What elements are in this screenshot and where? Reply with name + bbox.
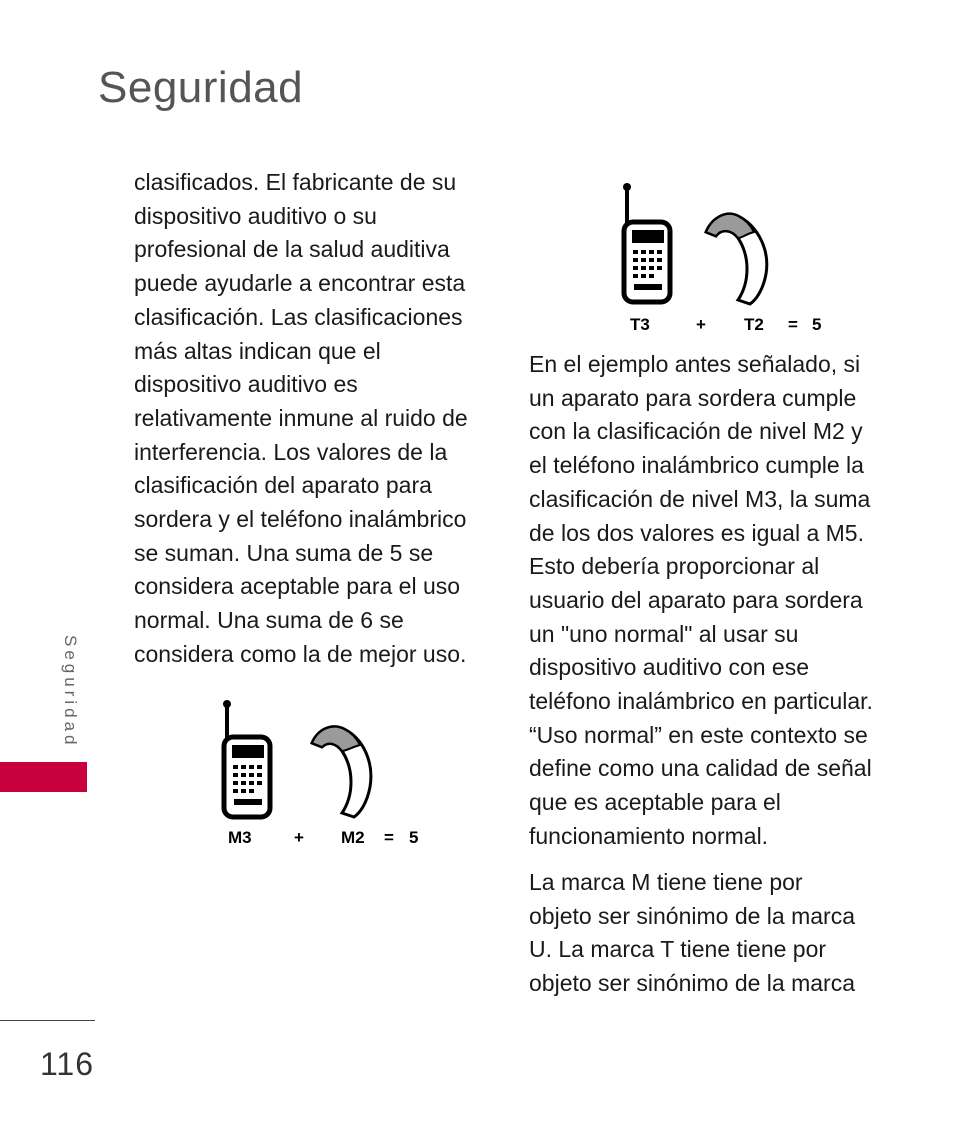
- text-line: se suman. Una suma de 5 se: [134, 539, 434, 566]
- t-sum-value: 5: [812, 315, 822, 334]
- text-line: objeto ser sinónimo de la marca: [529, 902, 855, 929]
- text-line: un aparato para sordera cumple: [529, 384, 857, 411]
- text-line: un "uno normal" al usar su: [529, 620, 799, 647]
- text-line: con la clasificación de nivel M2 y: [529, 418, 863, 445]
- m-sum-value: 5: [409, 828, 419, 847]
- text-line: La marca M tiene tiene por: [529, 869, 803, 895]
- page-title: Seguridad: [98, 63, 304, 112]
- text-line: dispositivo auditivo o su: [134, 202, 377, 229]
- text-line: dispositivo auditivo con ese: [529, 654, 809, 681]
- text-line: relativamente inmune al ruido de: [134, 404, 468, 431]
- right-column-paragraph-1: [529, 348, 889, 854]
- text-line: considera como la de mejor uso.: [134, 640, 467, 667]
- text-line: teléfono inalámbrico en particular.: [529, 688, 873, 715]
- text-line: sordera y el teléfono inalámbrico: [134, 506, 467, 533]
- text-line: considera aceptable para el uso: [134, 573, 461, 600]
- right-column-paragraph-2: [529, 866, 889, 1001]
- phone-icon: [623, 183, 670, 302]
- m-rating-figure: [214, 695, 434, 853]
- text-line: Esto debería proporcionar al: [529, 553, 820, 580]
- m-plus-sign: +: [294, 828, 304, 847]
- left-column-text: [134, 166, 484, 672]
- t-aid-label: T2: [744, 315, 764, 334]
- text-line: más altas indican que el: [134, 337, 381, 364]
- text-line: que es aceptable para el: [529, 789, 781, 816]
- text-line: En el ejemplo antes señalado, si: [529, 351, 861, 377]
- text-line: el teléfono inalámbrico cumple la: [529, 452, 864, 479]
- side-tab-accent-bar: [0, 762, 87, 792]
- text-line: define como una calidad de señal: [529, 755, 872, 782]
- text-line: clasificación del aparato para: [134, 472, 432, 499]
- text-line: clasificación de nivel M3, la suma: [529, 485, 871, 512]
- text-line: puede ayudarle a encontrar esta: [134, 270, 466, 297]
- side-tab-label: Seguridad: [61, 635, 80, 749]
- m-aid-label: M2: [341, 828, 365, 847]
- text-line: objeto ser sinónimo de la marca: [529, 970, 855, 997]
- t-rating-illustration: [614, 180, 836, 338]
- text-line: “Uso normal” en este contexto se: [529, 721, 868, 748]
- text-line: U. La marca T tiene tiene por: [529, 936, 827, 963]
- text-line: de los dos valores es igual a M5.: [529, 519, 864, 546]
- m-phone-label: M3: [228, 828, 252, 847]
- footer-divider: [0, 1020, 95, 1021]
- text-line: clasificación. Las clasificaciones: [134, 303, 463, 330]
- t-equals-sign: =: [788, 315, 798, 334]
- t-phone-label: T3: [630, 315, 650, 334]
- text-line: funcionamiento normal.: [529, 822, 769, 849]
- hearing-aid-icon: [312, 727, 371, 817]
- text-line: normal. Una suma de 6 se: [134, 607, 404, 634]
- page-number: 116: [40, 1046, 95, 1082]
- m-equals-sign: =: [384, 828, 394, 847]
- phone-icon: [223, 700, 270, 817]
- hearing-aid-icon: [706, 214, 767, 304]
- text-line: dispositivo auditivo es: [134, 371, 358, 398]
- text-line: clasificados. El fabricante de su: [134, 169, 457, 195]
- text-line: usuario del aparato para sordera: [529, 586, 863, 613]
- text-line: interferencia. Los valores de la: [134, 438, 448, 465]
- t-rating-figure: [614, 180, 836, 338]
- m-rating-illustration: [214, 695, 434, 853]
- text-line: profesional de la salud auditiva: [134, 236, 450, 263]
- t-plus-sign: +: [696, 315, 706, 334]
